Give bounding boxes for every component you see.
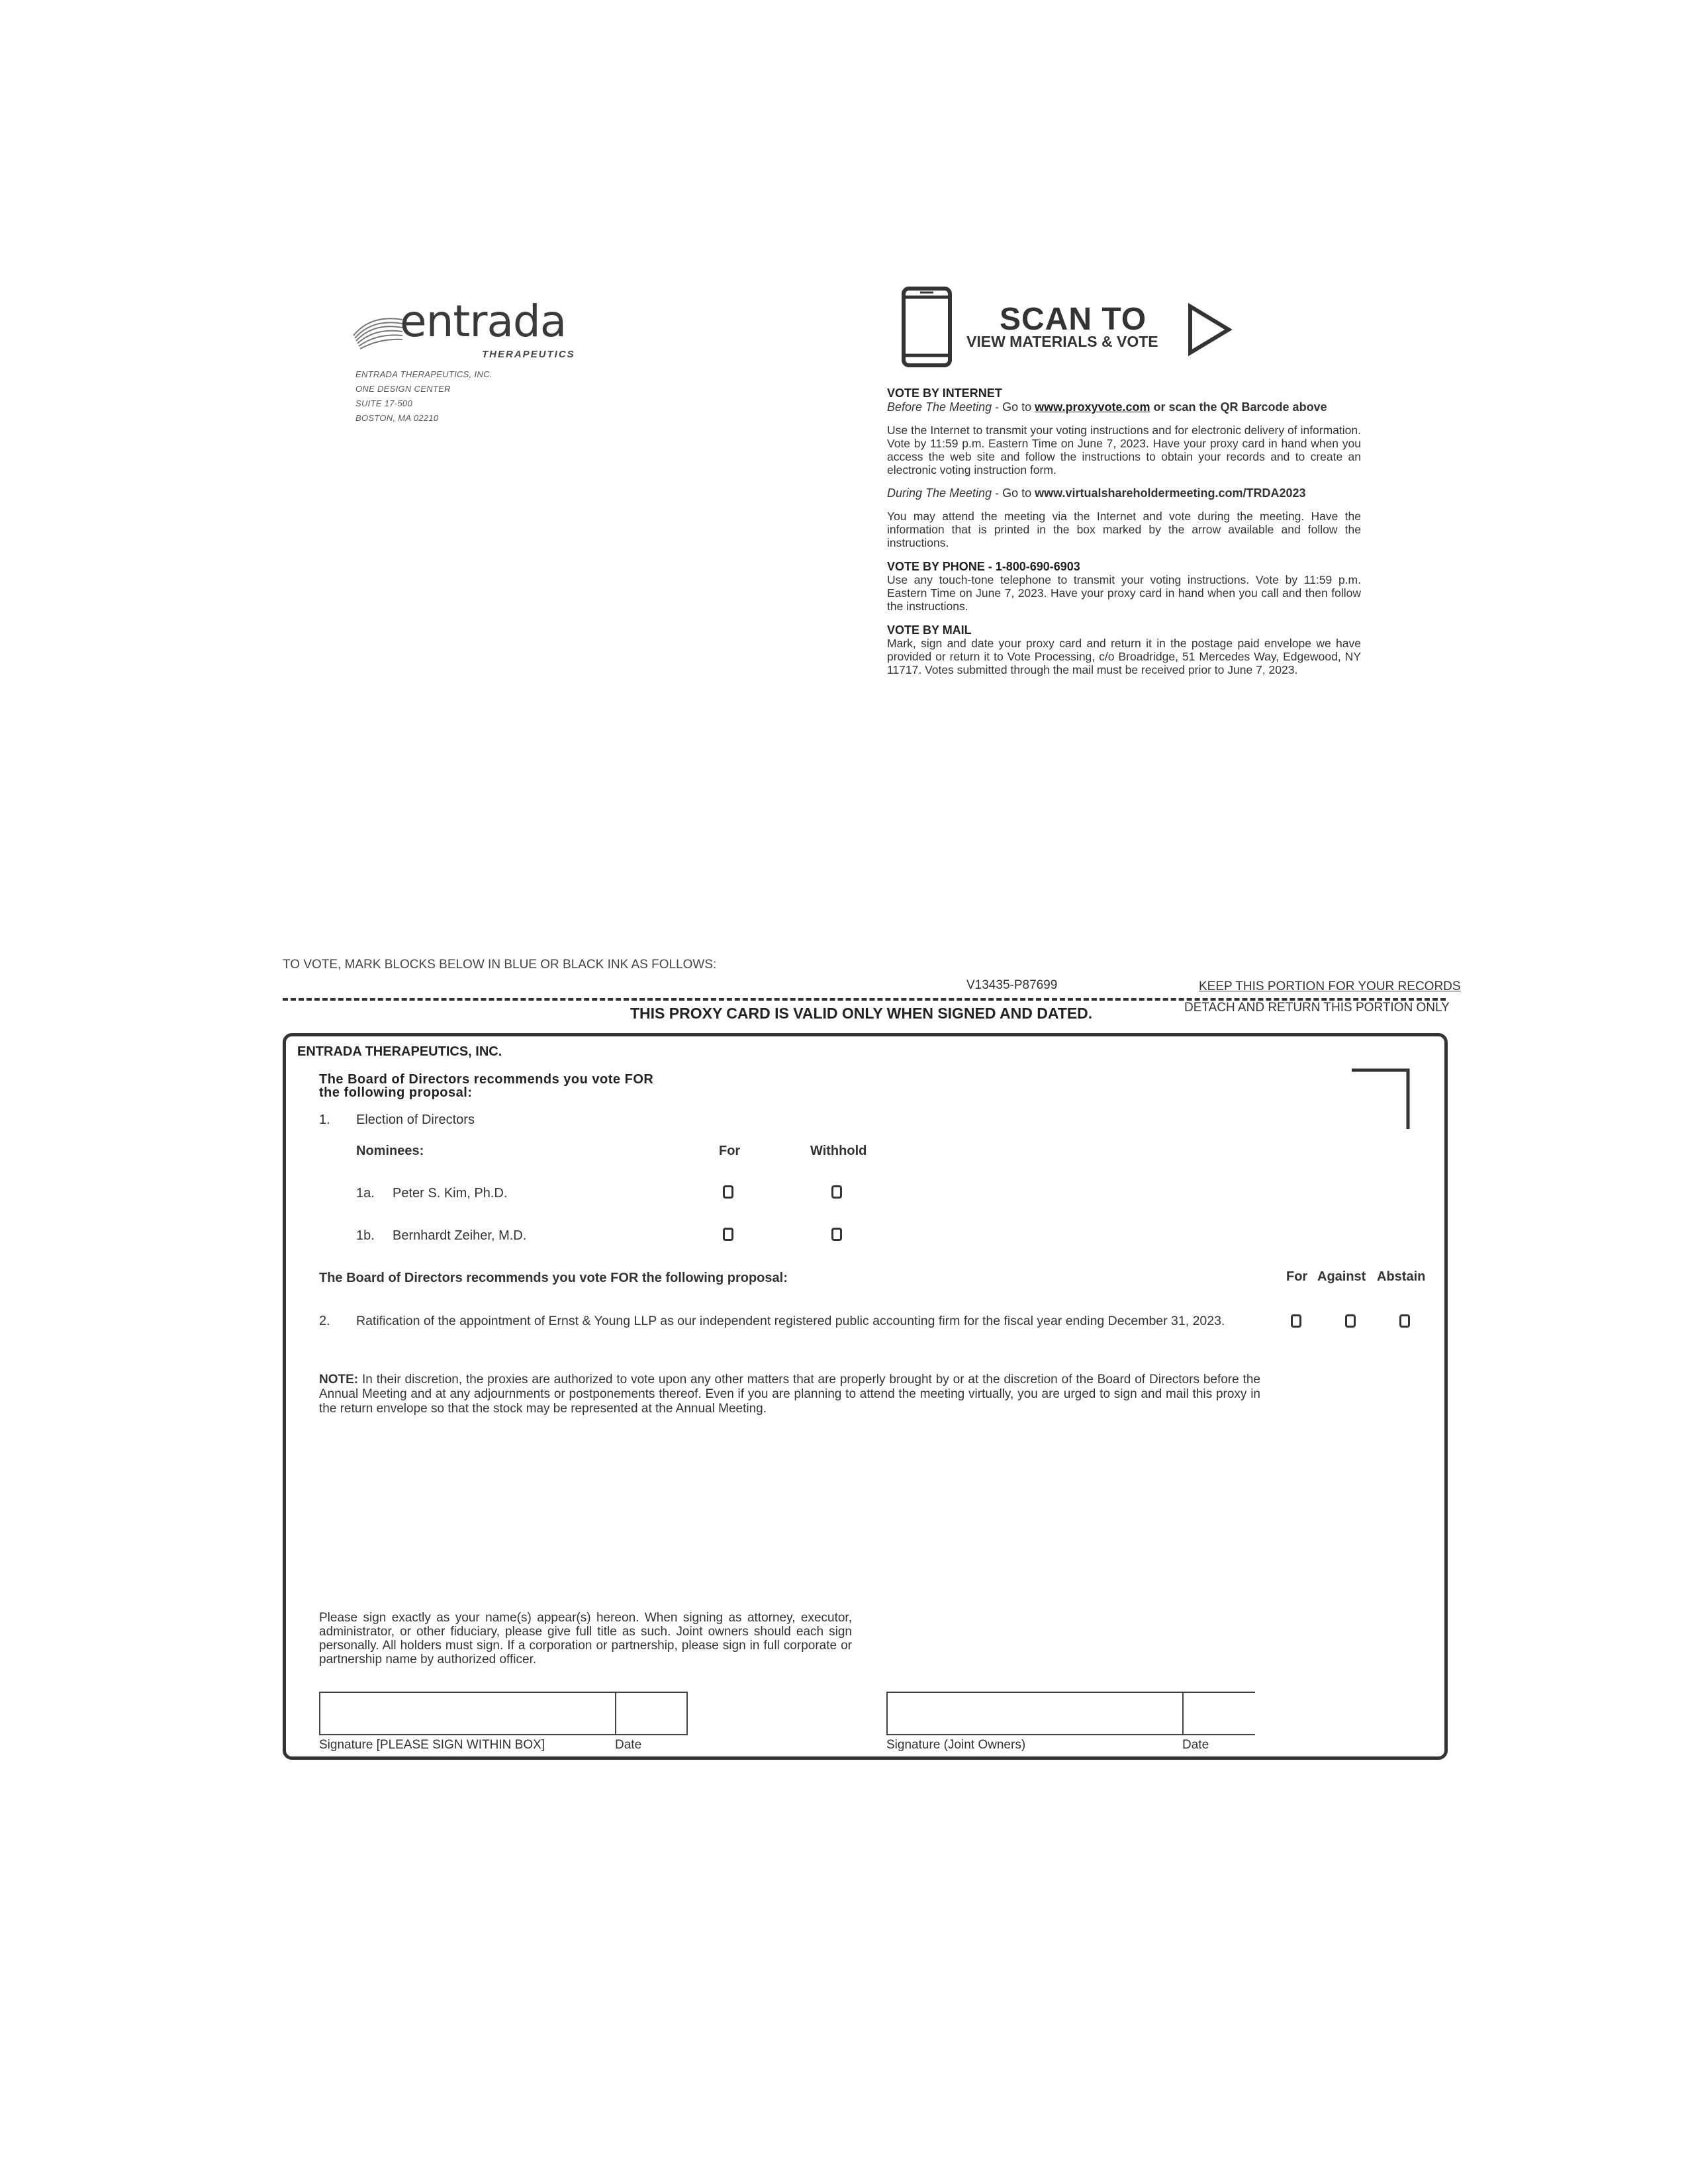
nominee-1b-withhold-checkbox[interactable] [831, 1228, 842, 1241]
nominee-name: Bernhardt Zeiher, M.D. [393, 1228, 527, 1243]
item2-text: Ratification of the appointment of Ernst & Young LLP as our independent registered public accounting firm for the fiscal year ending December 31, 2023. [356, 1314, 1225, 1328]
item2-for-checkbox[interactable] [1291, 1314, 1301, 1328]
before-meeting-goto: - Go to [992, 400, 1035, 414]
note-label: NOTE: [319, 1373, 359, 1387]
item2-against-checkbox[interactable] [1345, 1314, 1356, 1328]
note-text: In their discretion, the proxies are authorized to vote upon any other matters that are properly brought by or at the discretion of the Board of Directors before the Annual Meeting and at any adjournments or postponements thereof. Even if you are planning to attend the meeting virtually, you are urged to sign and mail this proxy in the return envelope so that the stock may be represented at the Annual Meeting. [319, 1373, 1260, 1416]
column-for-2: For [1286, 1269, 1308, 1284]
item1-number: 1. [319, 1113, 330, 1127]
detach-portion-label: DETACH AND RETURN THIS PORTION ONLY [1184, 1001, 1450, 1015]
nominee-1b-for-checkbox[interactable] [723, 1228, 733, 1241]
vote-internet-heading: VOTE BY INTERNET [887, 387, 1002, 400]
voting-instructions [887, 387, 1361, 676]
during-meeting-label: During The Meeting [887, 486, 992, 500]
column-withhold: Withhold [810, 1144, 867, 1158]
joint-date-label: Date [1182, 1738, 1209, 1752]
logo-subtitle: THERAPEUTICS [482, 349, 575, 360]
address-line: SUITE 17-500 [355, 398, 412, 408]
vote-mail-paragraph: Mark, sign and date your proxy card and return it in the postage paid envelope we have provided or return it to Vote Processing, c/o Broadridge, 51 Mercedes Way, Edgewood, NY 11717. Votes submitted through the mail must be received prior to June 7, 2023. [887, 637, 1361, 676]
corner-mark [1350, 1068, 1410, 1130]
before-meeting-label: Before The Meeting [887, 400, 992, 414]
item2-abstain-checkbox[interactable] [1399, 1314, 1410, 1328]
note-paragraph [319, 1373, 1260, 1416]
mark-instructions: TO VOTE, MARK BLOCKS BELOW IN BLUE OR BLACK INK AS FOLLOWS: [283, 958, 717, 972]
keep-portion-label: KEEP THIS PORTION FOR YOUR RECORDS [1196, 979, 1464, 994]
vote-internet-during-paragraph: You may attend the meeting via the Internet and vote during the meeting. Have the information that is printed in the box marked by the arrow available and follow the instructions. [887, 510, 1361, 549]
board-recommendation-1 [319, 1073, 653, 1099]
joint-signature-label: Signature (Joint Owners) [886, 1738, 1026, 1752]
date-label: Date [615, 1738, 642, 1752]
logo-swoosh-icon [351, 308, 404, 354]
control-code: V13435-P87699 [966, 978, 1058, 992]
column-against: Against [1317, 1269, 1366, 1284]
nominee-name: Peter S. Kim, Ph.D. [393, 1186, 508, 1201]
signature-box[interactable] [319, 1692, 616, 1735]
nominee-number: 1b. [356, 1228, 375, 1243]
proxyvote-link[interactable]: www.proxyvote.com [1035, 400, 1150, 414]
valid-notice: THIS PROXY CARD IS VALID ONLY WHEN SIGNED AND DATED. [630, 1005, 1093, 1022]
column-abstain: Abstain [1377, 1269, 1426, 1284]
recommend-line: the following proposal: [319, 1085, 473, 1100]
nominees-label: Nominees: [356, 1144, 424, 1158]
scan-heading: SCAN TO [1000, 302, 1147, 337]
board-recommendation-2: The Board of Directors recommends you vote FOR the following proposal: [319, 1271, 788, 1285]
address-line: ENTRADA THERAPEUTICS, INC. [355, 369, 492, 379]
card-company-name: ENTRADA THERAPEUTICS, INC. [297, 1044, 502, 1059]
item1-title: Election of Directors [356, 1113, 475, 1127]
logo-wordmark: entrada [400, 296, 567, 347]
company-logo [351, 296, 589, 374]
vote-mail-heading: VOTE BY MAIL [887, 623, 972, 637]
address-line: ONE DESIGN CENTER [355, 384, 451, 394]
play-arrow-icon [1187, 303, 1233, 356]
vote-phone-heading: VOTE BY PHONE - 1-800-690-6903 [887, 560, 1080, 573]
recommend-line: The Board of Directors recommends you vote FOR [319, 1072, 654, 1087]
joint-date-box[interactable] [1182, 1692, 1255, 1735]
vote-internet-paragraph: Use the Internet to transmit your voting instructions and for electronic delivery of information. Vote by 11:59 p.m. Eastern Time on June 7, 2023. Have your proxy card in hand when you access the web site and follow the instructions to obtain your records and to create an electronic voting instruction form. [887, 424, 1361, 477]
virtual-meeting-link[interactable]: www.virtualshareholdermeeting.com/TRDA2023 [1035, 486, 1306, 500]
vote-internet-before [887, 400, 1361, 414]
vote-internet-during [887, 486, 1361, 500]
nominee-1a-withhold-checkbox[interactable] [831, 1185, 842, 1199]
nominee-number: 1a. [356, 1186, 375, 1201]
nominee-1a-for-checkbox[interactable] [723, 1185, 733, 1199]
date-box[interactable] [615, 1692, 688, 1735]
signing-instructions: Please sign exactly as your name(s) appear(s) hereon. When signing as attorney, executor, administrator, or other fiduciary, please give full title as such. Joint owners should each sign personally. All holders must sign. If a corporation or partnership, please sign in full corporate or partnership name by authorized officer. [319, 1611, 852, 1666]
column-for: For [719, 1144, 741, 1158]
company-address [355, 367, 492, 426]
address-line: BOSTON, MA 02210 [355, 413, 439, 423]
item2-number: 2. [319, 1314, 330, 1328]
joint-signature-box[interactable] [886, 1692, 1184, 1735]
during-meeting-goto: - Go to [992, 486, 1035, 500]
scan-subheading: VIEW MATERIALS & VOTE [966, 333, 1158, 350]
signature-label: Signature [PLEASE SIGN WITHIN BOX] [319, 1738, 545, 1752]
before-meeting-tail: or scan the QR Barcode above [1150, 400, 1327, 414]
phone-icon [902, 287, 952, 367]
vote-phone-paragraph: Use any touch-tone telephone to transmit your voting instructions. Vote by 11:59 p.m. Eastern Time on June 7, 2023. Have your proxy card in hand when you call and then follow the instructions. [887, 573, 1361, 613]
